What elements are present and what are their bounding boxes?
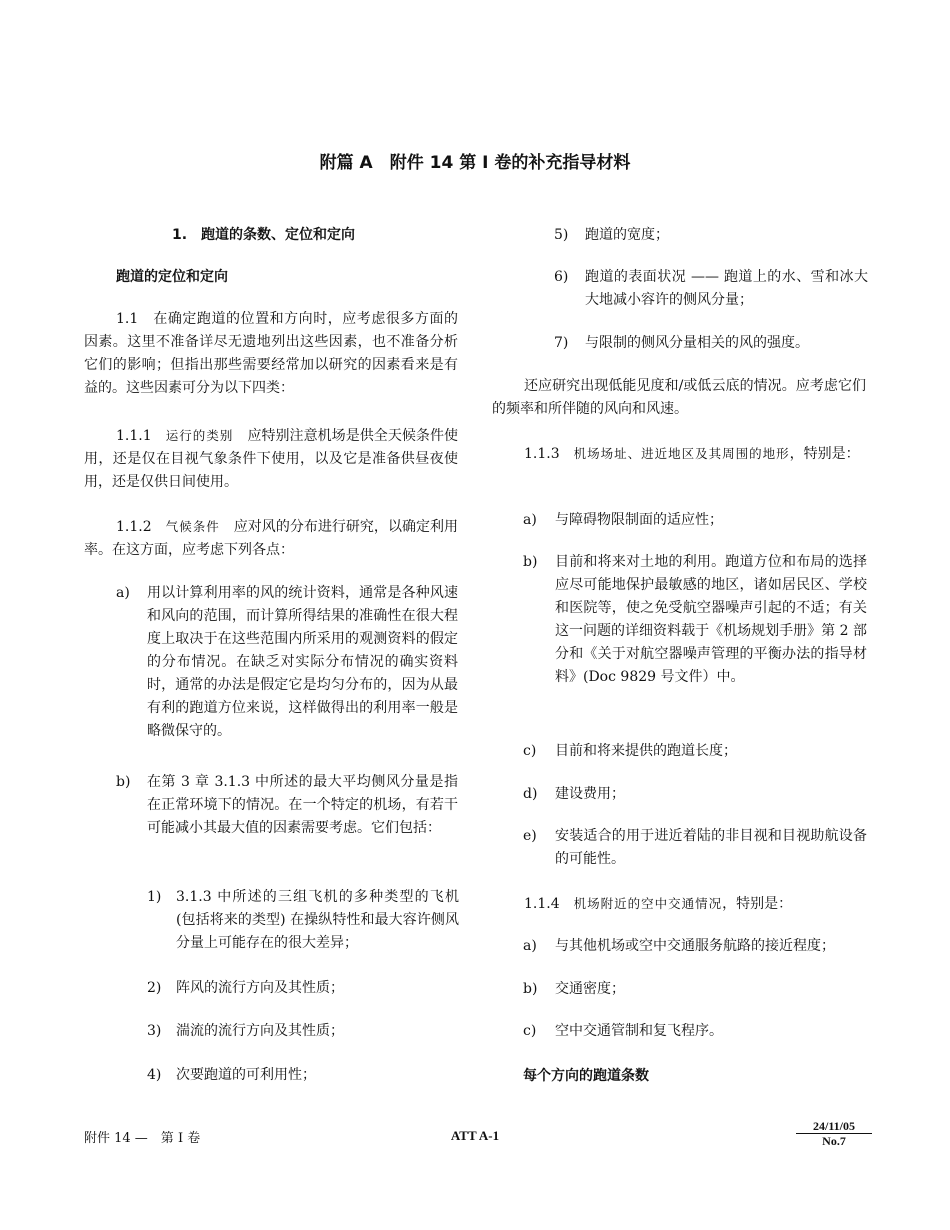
list-text: 目前和将来提供的跑道长度； <box>555 743 737 759</box>
para-text: ，特别是： <box>789 446 860 462</box>
list-text: 目前和将来对土地的利用。跑道方位和布局的选择应尽可能地保护最敏感的地区，诸如居民区、学校和医院等，使之免受航空器噪声引起的不适；有关这一问题的详细资料载于《机场规划手册》第 2 部分和《关于对航空器噪声管理的平衡办法的指导材料》(Doc 9829 号文件）中。 <box>555 554 867 685</box>
list-text: 用以计算利用率的风的统计资料，通常是各种风速和风向的范围，而计算所得结果的准确性在很大程度上取决于在这些范围内所采用的观测资料的假定的分布情况。在缺乏对实际分布情况的确实资料时，通常的办法是假定它是均匀分布的，因为从最有利的跑道方位来说，这样做得出的利用率一般是略微保守的。 <box>147 585 458 739</box>
section-heading: 1. 跑道的条数、定位和定向 <box>172 227 356 243</box>
para-emphasis: 运行的类别 <box>165 428 234 443</box>
list-marker: 4) <box>147 1067 162 1083</box>
list-marker: 3) <box>147 1023 162 1039</box>
para-number: 1.1.1 <box>116 428 152 444</box>
para-text: 应特别注意机场是供全天候条件使用，还是仅在目视气象条件下使用，以及它是准备供昼夜使用，还是仅供日间使用。 <box>84 428 458 490</box>
page-title: 附篇 A 附件 14 第 I 卷的补充指导材料 <box>319 153 631 173</box>
para-number: 1.1.2 <box>116 519 152 535</box>
list-marker: d) <box>523 786 538 802</box>
list-marker: 6) <box>554 269 569 285</box>
list-text: 与限制的侧风分量相关的风的强度。 <box>585 335 809 351</box>
list-marker: b) <box>523 554 538 570</box>
subheading-runways-per-direction: 每个方向的跑道条数 <box>523 1068 649 1084</box>
list-marker: a) <box>523 512 537 528</box>
footer-page-number: ATT A-1 <box>450 1128 500 1143</box>
list-text: 空中交通管制和复飞程序。 <box>555 1023 723 1039</box>
list-text: 3.1.3 中所述的三组飞机的多种类型的飞机 (包括将来的类型) 在操纵特性和最大容许侧风分量上可能存在的很大差异； <box>176 889 459 951</box>
para-text: ，特别是： <box>722 896 793 912</box>
para-emphasis: 气候条件 <box>165 519 220 534</box>
footer-annex-label: 附件 14 — 第 I 卷 <box>84 1131 201 1146</box>
list-marker: e) <box>523 828 537 844</box>
paragraph-1-1-3 <box>492 442 866 466</box>
footer-amendment-number: No.7 <box>822 1134 846 1148</box>
list-text: 安装适合的用于进近着陆的非目视和目视助航设备的可能性。 <box>555 828 867 867</box>
list-marker: b) <box>523 981 538 997</box>
paragraph-low-visibility: 还应研究出现低能见度和/或低云底的情况。应考虑它们的频率和所伴随的风向和风速。 <box>492 378 866 417</box>
para-number: 1.1.3 <box>524 446 560 462</box>
para-number: 1.1.4 <box>524 896 560 912</box>
list-marker: 2) <box>147 980 162 996</box>
list-text: 湍流的流行方向及其性质； <box>176 1023 344 1039</box>
paragraph-1-1-4 <box>492 892 866 916</box>
list-text: 跑道的宽度； <box>585 227 669 243</box>
list-text: 交通密度； <box>555 981 625 997</box>
list-text: 阵风的流行方向及其性质； <box>176 980 344 996</box>
list-marker: c) <box>523 1023 537 1039</box>
footer-amendment <box>796 1119 872 1148</box>
paragraph-1-1: 1.1 在确定跑道的位置和方向时，应考虑很多方面的因素。这里不准备详尽无遗地列出这些因素，也不准备分析它们的影响；但指出那些需要经常加以研究的因素看来是有益的。这些因素可分为以下四类： <box>84 311 458 396</box>
list-marker: b) <box>116 774 131 790</box>
list-marker: a) <box>523 938 537 954</box>
para-emphasis: 机场附近的空中交通情况 <box>573 896 723 911</box>
list-marker: c) <box>523 743 537 759</box>
paragraph-1-1-2 <box>84 515 458 562</box>
list-marker: 1) <box>147 889 162 905</box>
para-emphasis: 机场场址、进近地区及其周围的地形 <box>573 446 790 461</box>
list-marker: a) <box>116 585 130 601</box>
list-marker: 5) <box>554 227 569 243</box>
paragraph-1-1-1 <box>84 424 458 494</box>
footer-date: 24/11/05 <box>796 1119 872 1134</box>
list-text: 次要跑道的可利用性； <box>176 1067 316 1083</box>
para-text: 应对风的分布进行研究，以确定利用率。在这方面，应考虑下列各点： <box>84 519 459 558</box>
subheading-orientation: 跑道的定位和定向 <box>116 269 228 285</box>
list-text: 跑道的表面状况 —— 跑道上的水、雪和冰大大地减小容许的侧风分量； <box>585 269 868 308</box>
list-text: 在第 3 章 3.1.3 中所述的最大平均侧风分量是指在正常环境下的情况。在一个特定的机场，有若干可能减小其最大值的因素需要考虑。它们包括： <box>147 774 458 836</box>
list-marker: 7) <box>554 335 569 351</box>
list-text: 建设费用； <box>555 786 625 802</box>
list-text: 与其他机场或空中交通服务航路的接近程度； <box>555 938 835 954</box>
list-text: 与障碍物限制面的适应性； <box>555 512 723 528</box>
